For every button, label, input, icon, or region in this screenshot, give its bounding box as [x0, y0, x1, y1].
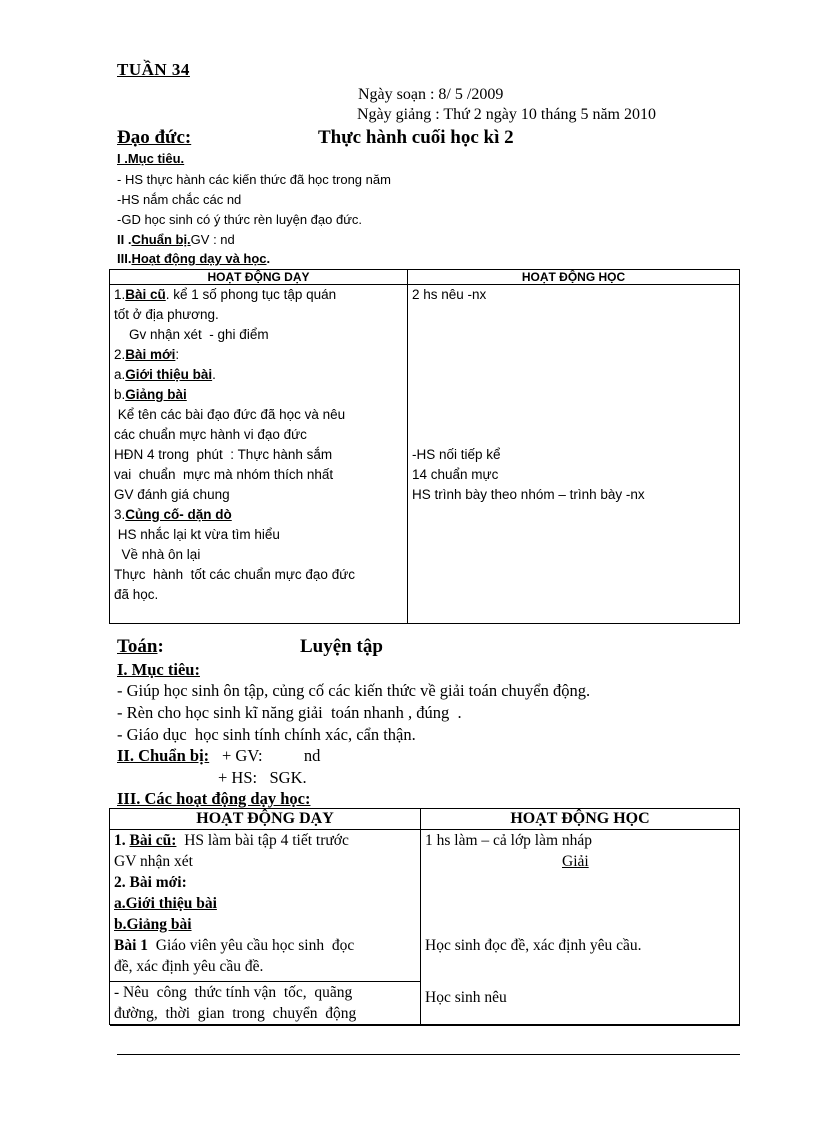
math-learn-line: Học sinh đọc đề, xác định yêu cầu. — [425, 937, 642, 954]
ethics-teach-1-num: 1. — [114, 287, 126, 302]
math-table-bottom — [110, 1025, 740, 1026]
ethics-teach-line: Thực hành tốt các chuẩn mực đạo đức — [114, 567, 355, 582]
math-teach-bai1-label: Bài 1 — [114, 937, 149, 954]
math-teach-lecture: b.Giảng bài — [114, 916, 192, 933]
math-learn-spacer — [425, 956, 735, 977]
ethics-teach-line: Về nhà ôn lại — [114, 547, 201, 562]
ethics-learn-spacer — [412, 365, 735, 385]
math-learn-cell — [421, 830, 740, 1025]
ethics-activities-heading — [117, 251, 270, 266]
ethics-teach-2-suffix: : — [175, 347, 180, 362]
ethics-activities-label: Hoạt động dạy và học — [131, 251, 267, 266]
math-teach-line: - Nêu công thức tính vận tốc, quãng — [110, 981, 420, 1003]
ethics-teach-3-label: Củng cố- dặn dò — [125, 507, 232, 522]
math-teach-cell — [110, 830, 421, 1025]
ethics-objectives-heading: I .Mục tiêu. — [117, 151, 185, 166]
ethics-teach-line: Gv nhận xét - ghi điểm — [114, 327, 269, 342]
ethics-prep-text: GV : nd — [190, 232, 235, 247]
math-activities-heading: III. Các hoạt động dạy học: — [117, 789, 311, 808]
ethics-learn-spacer — [412, 405, 735, 425]
ethics-activities-suffix: . — [266, 251, 271, 266]
math-prep-label: II. Chuẩn bị: — [117, 746, 210, 765]
ethics-teach-line: tốt ở địa phương. — [114, 307, 219, 322]
ethics-learn-cell — [408, 285, 740, 624]
ethics-activities-prefix: III. — [117, 251, 132, 266]
ethics-teach-a-label: Giới thiệu bài — [125, 367, 213, 382]
footer-divider — [117, 1054, 740, 1055]
ethics-learn-spacer — [412, 325, 735, 345]
math-subject-suffix: : — [157, 636, 164, 657]
math-teach-old-lesson — [114, 830, 416, 851]
math-teach-new-lesson: 2. Bài mới: — [114, 874, 187, 891]
ethics-teach-new-lesson — [114, 345, 403, 365]
math-teach-1-text: HS làm bài tập 4 tiết trước — [176, 832, 349, 849]
math-teach-1-num: 1. — [114, 832, 130, 849]
ethics-teach-consolidate — [114, 505, 403, 525]
teach-date: Ngày giảng : Thứ 2 ngày 10 tháng 5 năm 2010 — [357, 106, 656, 123]
ethics-learn-line: 2 hs nêu -nx — [412, 287, 487, 302]
math-teach-intro: a.Giới thiệu bài — [114, 895, 217, 912]
ethics-teach-line: GV đánh giá chung — [114, 487, 230, 502]
math-learn-solution: Giải — [562, 853, 589, 870]
ethics-col-teach: HOẠT ĐỘNG DẠY — [110, 270, 408, 285]
math-objectives-heading: I. Mục tiêu: — [117, 660, 200, 679]
ethics-teach-1-label: Bài cũ — [125, 287, 166, 302]
math-lesson-title: Luyện tập — [300, 636, 383, 657]
ethics-teach-b-label: Giảng bài — [125, 387, 187, 402]
ethics-learn-line: 14 chuẩn mực — [412, 467, 499, 482]
ethics-preparation — [117, 232, 235, 247]
ethics-prep-prefix: II . — [117, 232, 132, 247]
math-col-learn: HOẠT ĐỘNG HỌC — [421, 809, 740, 830]
math-prep-gv: + GV: nd — [222, 746, 321, 765]
math-teach-exercise-1 — [114, 935, 416, 956]
ethics-objective: -GD học sinh có ý thức rèn luyện đạo đức. — [117, 212, 363, 227]
prep-date: Ngày soạn : 8/ 5 /2009 — [358, 86, 504, 103]
math-learn-spacer — [425, 914, 735, 935]
ethics-teach-a-suffix: . — [212, 367, 216, 382]
math-subject — [117, 636, 164, 658]
ethics-teach-3-num: 3. — [114, 507, 126, 522]
ethics-teach-intro — [114, 365, 403, 385]
math-objective: - Giúp học sinh ôn tập, củng cố các kiến thức về giải toán chuyển động. — [117, 681, 591, 700]
ethics-lesson-title: Thực hành cuối học kì 2 — [318, 127, 514, 148]
math-teach-line: đường, thời gian trong chuyển động — [114, 1005, 357, 1022]
ethics-teach-line: đã học. — [114, 587, 159, 602]
ethics-teach-line: các chuẩn mực hành vi đạo đức — [114, 427, 307, 442]
ethics-learn-line: -HS nối tiếp kể — [412, 447, 501, 462]
math-teach-1-label: Bài cũ: — [129, 832, 177, 849]
ethics-subject: Đạo đức: — [117, 127, 192, 148]
ethics-learn-spacer — [412, 305, 735, 325]
ethics-teach-2-num: 2. — [114, 347, 126, 362]
math-teach-line: đề, xác định yêu cầu đề. — [114, 958, 264, 975]
ethics-teach-b-num: b. — [114, 387, 126, 402]
ethics-teach-line: vai chuẩn mực mà nhóm thích nhất — [114, 467, 334, 482]
math-teach-bai1-text: Giáo viên yêu cầu học sinh đọc — [148, 937, 355, 954]
math-prep-hs: + HS: SGK. — [218, 768, 307, 787]
ethics-objective: - HS thực hành các kiến thức đã học trong năm — [117, 172, 391, 187]
math-objective: - Giáo dục học sinh tính chính xác, cẩn thận. — [117, 725, 416, 744]
math-learn-line: 1 hs làm – cả lớp làm nháp — [425, 832, 593, 849]
ethics-teach-1-text: . kể 1 số phong tục tập quán — [165, 287, 337, 302]
ethics-learn-spacer — [412, 345, 735, 365]
math-learn-line: Học sinh nêu — [425, 989, 507, 1006]
ethics-activity-table — [109, 269, 740, 624]
math-subject-label: Toán — [117, 636, 158, 657]
math-teach-line: GV nhận xét — [114, 853, 193, 870]
ethics-learn-spacer — [412, 385, 735, 405]
math-learn-spacer — [425, 872, 735, 893]
math-activity-table — [109, 808, 740, 1026]
ethics-learn-line: HS trình bày theo nhóm – trình bày -nx — [412, 487, 645, 502]
ethics-teach-lecture — [114, 385, 403, 405]
ethics-teach-line: HĐN 4 trong phút : Thực hành sắm — [114, 447, 333, 462]
ethics-objective: -HS nắm chắc các nd — [117, 192, 242, 207]
math-learn-spacer — [425, 977, 735, 987]
ethics-teach-a-num: a. — [114, 367, 126, 382]
week-title: TUẦN 34 — [117, 60, 190, 79]
math-objective: - Rèn cho học sinh kĩ năng giải toán nhanh , đúng . — [117, 703, 462, 722]
ethics-teach-2-label: Bài mới — [125, 347, 176, 362]
ethics-teach-line: Kể tên các bài đạo đức đã học và nêu — [114, 407, 346, 422]
ethics-prep-label: Chuẩn bị. — [131, 232, 191, 247]
math-col-teach: HOẠT ĐỘNG DẠY — [110, 809, 421, 830]
math-learn-spacer — [425, 893, 735, 914]
ethics-teach-line: HS nhắc lại kt vừa tìm hiểu — [114, 527, 280, 542]
ethics-col-learn: HOẠT ĐỘNG HỌC — [408, 270, 740, 285]
ethics-teach-cell — [110, 285, 408, 624]
ethics-teach-old-lesson — [114, 285, 403, 305]
ethics-learn-spacer — [412, 425, 735, 445]
